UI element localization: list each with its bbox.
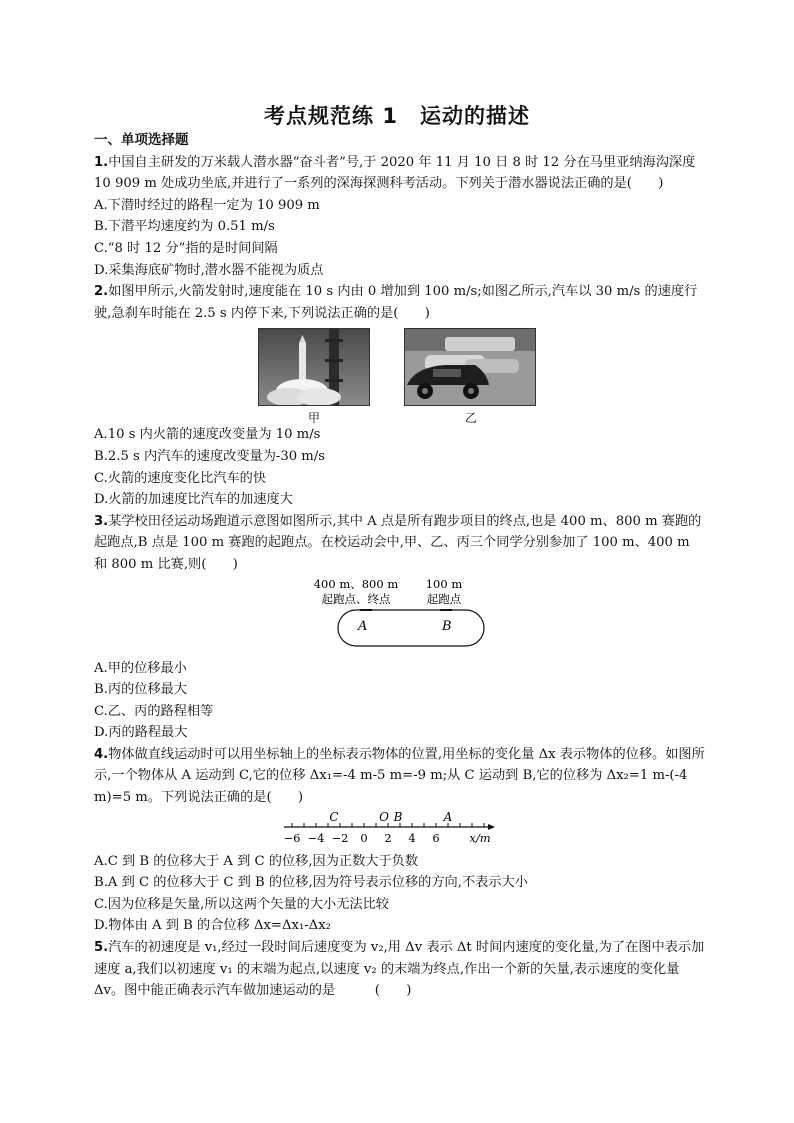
axis-point-a: A xyxy=(443,809,453,824)
question-number: 4. xyxy=(94,746,109,762)
q2-figure xyxy=(94,324,706,424)
car-braking-photo xyxy=(404,328,536,406)
q2-option-b: B.2.5 s 内汽车的速度改变量为-30 m/s xyxy=(94,448,326,464)
q4-option-d: D.物体由 A 到 B 的合位移 Δx=Δx₁-Δx₂ xyxy=(94,918,331,934)
q1-option-d: D.采集海底矿物时,潜水器不能视为质点 xyxy=(94,262,324,278)
q4-axis-figure xyxy=(94,809,706,851)
page-title xyxy=(0,100,794,130)
question-number: 1. xyxy=(94,154,109,170)
caption-jia: 甲 xyxy=(308,411,321,426)
q2-option-c: C.火箭的速度变化比汽车的快 xyxy=(94,470,267,486)
q4-option-c: C.因为位移是矢量,所以这两个矢量的大小无法比较 xyxy=(94,896,389,912)
track-diagram xyxy=(94,576,706,658)
label-a-line2: 起跑点、终点 xyxy=(321,591,391,606)
question-4 xyxy=(94,744,706,809)
point-a: A xyxy=(358,618,368,634)
tick-label: −4 xyxy=(307,830,325,845)
q2-option-a: A.10 s 内火箭的速度改变量为 10 m/s xyxy=(94,427,321,443)
question-text: 某学校田径运动场跑道示意图如图所示,其中 A 点是所有跑步项目的终点,也是 400 m、800 m 赛跑的起跑点,B 点是 100 m 赛跑的起跑点。在校运动会中,甲、乙、丙三个同学分别参加了 100 m、400 m 和 800 m 比赛,则( ) xyxy=(94,513,702,572)
caption-yi: 乙 xyxy=(465,411,478,426)
axis-unit: x/m xyxy=(469,830,491,845)
tick-label: −6 xyxy=(283,830,301,845)
q3-option-b: B.丙的位移最大 xyxy=(94,682,188,698)
q1-option-c: C.“8 时 12 分”指的是时间间隔 xyxy=(94,240,278,256)
question-5 xyxy=(94,937,706,1002)
question-2 xyxy=(94,281,706,324)
axis-point-b: B xyxy=(393,809,403,824)
question-text: 如图甲所示,火箭发射时,速度能在 10 s 内由 0 增加到 100 m/s;如图乙所示,汽车以 30 m/s 的速度行驶,急刹车时能在 2.5 s 内停下来,下列说法正确的是( ) xyxy=(94,284,698,321)
question-number: 3. xyxy=(94,513,109,529)
q4-option-a: A.C 到 B 的位移大于 A 到 C 的位移,因为正数大于负数 xyxy=(94,853,419,869)
section-heading: 一、单项选择题 xyxy=(94,132,189,148)
q1-option-b: B.下潜平均速度约为 0.51 m/s xyxy=(94,219,275,235)
q3-option-d: D.丙的路程最大 xyxy=(94,725,188,741)
q3-option-c: C.乙、丙的路程相等 xyxy=(94,703,214,719)
q3-track-figure xyxy=(94,576,706,658)
axis-point-c: C xyxy=(329,809,339,824)
q3-option-a: A.甲的位移最小 xyxy=(94,660,187,676)
axis-point-o: O xyxy=(379,809,389,824)
title-part2: 运动的描述 xyxy=(419,104,530,128)
q1-option-a: A.下潜时经过的路程一定为 10 909 m xyxy=(94,197,320,213)
q2-option-d: D.火箭的加速度比汽车的加速度大 xyxy=(94,492,293,508)
tick-label: 0 xyxy=(360,830,368,845)
point-b: B xyxy=(442,618,452,634)
label-b-line2: 起跑点 xyxy=(426,591,462,606)
question-text: 汽车的初速度是 v₁,经过一段时间后速度变为 v₂,用 Δv 表示 Δt 时间内速度的变化量,为了在图中表示加速度 a,我们以初速度 v₁ 的末端为起点,以速度 v₂ 的末端为终点,作出一个新的矢量,表示速度的变化量 Δv。图中能正确表示汽车做加速运动的是 ( ) xyxy=(94,940,705,999)
title-part1: 考点规范练 1 xyxy=(264,104,398,128)
question-3 xyxy=(94,511,706,576)
question-number: 5. xyxy=(94,940,109,956)
question-1 xyxy=(94,152,706,195)
q4-option-b: B.A 到 C 的位移大于 C 到 B 的位移,因为符号表示位移的方向,不表示大小 xyxy=(94,875,528,891)
question-text: 物体做直线运动时可以用坐标轴上的坐标表示物体的位置,用坐标的变化量 Δx 表示物体的位移。如图所示,一个物体从 A 运动到 C,它的位移 Δx₁=-4 m-5 m=-9 m;从 C 运动到 B,它的位移为 Δx₂=1 m-(-4 m)=5 m。下列说法正确的是( ) xyxy=(94,746,705,806)
tick-label: −2 xyxy=(331,830,349,845)
tick-label: 6 xyxy=(432,830,440,845)
label-b-line1: 100 m xyxy=(425,576,463,591)
question-number: 2. xyxy=(94,284,109,300)
rocket-launch-photo xyxy=(258,328,370,406)
question-text: 中国自主研发的万米载人潜水器“奋斗者”号,于 2020 年 11 月 10 日 8 时 12 分在马里亚纳海沟深度 10 909 m 处成功坐底,并进行了一系列的深海探测科考活动。下列关于潜水器说法正确的是( ) xyxy=(94,154,696,192)
tick-label: 2 xyxy=(384,830,392,845)
question-content xyxy=(94,130,706,1002)
number-axis xyxy=(94,809,706,851)
axis-arrow-icon xyxy=(488,824,495,830)
label-a-line1: 400 m、800 m xyxy=(313,576,399,591)
tick-label: 4 xyxy=(408,830,416,845)
